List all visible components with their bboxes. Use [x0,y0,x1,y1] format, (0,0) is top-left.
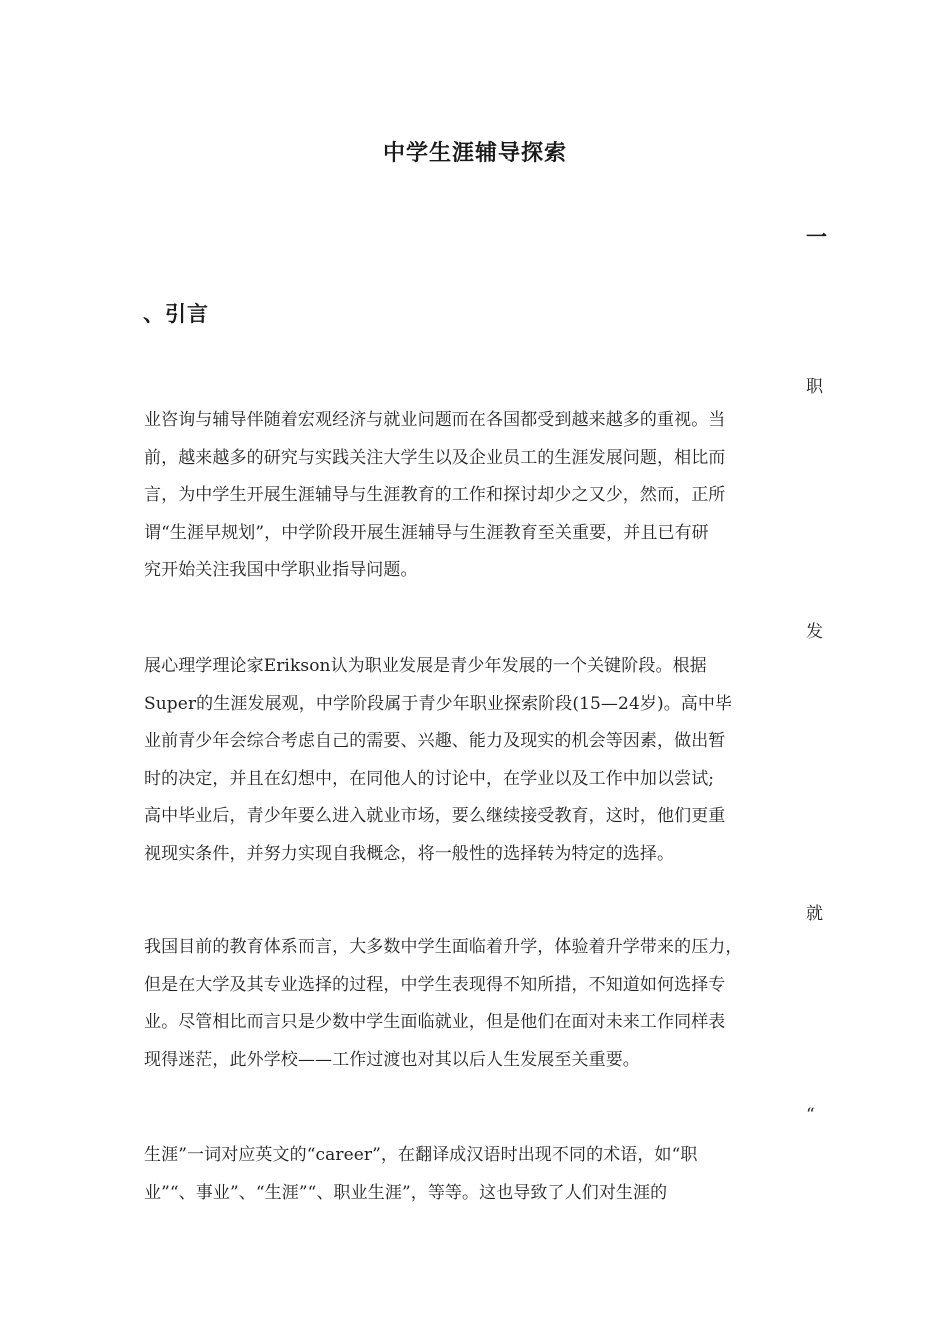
paragraph-line: 但是在大学及其专业选择的过程，中学生表现得不知所措，不知道如何选择专 [144,974,726,995]
paragraph-line: 前，越来越多的研究与实践关注大学生以及企业员工的生涯发展问题，相比而 [144,447,726,468]
paragraph-line: 究开始关注我国中学职业指导问题。 [144,560,418,580]
paragraph [144,648,804,873]
paragraph [144,929,804,1079]
section-heading-text: 、引言 [143,302,209,326]
paragraph-first-char: 就 [806,904,823,924]
paragraph-line: 生涯”一词对应英文的“career”，在翻译成汉语时出现不同的术语，如“职 [144,1145,698,1165]
paragraph-line: 展心理学理论家Erikson认为职业发展是青少年发展的一个关键阶段。根据 [144,656,707,676]
paragraph [144,402,804,590]
paragraph-line: 业咨询与辅导伴随着宏观经济与就业问题而在各国都受到越来越多的重视。当 [144,410,726,430]
paragraph-line: 我国目前的教育体系而言，大多数中学生面临着升学，体验着升学带来的压力， [144,937,743,957]
paragraph-line: 谓“生涯早规划”，中学阶段开展生涯辅导与生涯教育至关重要，并且已有研 [144,522,709,543]
paragraph-line: 业”“、事业”、“生涯”“、职业生涯”，等等。这也导致了人们对生涯的 [144,1182,668,1203]
paragraph-first-char: “ [806,1105,815,1125]
paragraph-line: 视现实条件，并努力实现自我概念，将一般性的选择转为特定的选择。 [144,843,675,864]
paragraph-line: 业。尽管相比而言只是少数中学生面临就业，但是他们在面对未来工作同样表 [144,1012,726,1032]
paragraph-line: Super的生涯发展观，中学阶段属于青少年职业探索阶段(15—24岁)。高中毕 [144,693,733,714]
paragraph [144,1137,804,1212]
section-heading-first-char: 一 [806,225,827,249]
paragraph-line: 时的决定，并且在幻想中，在同他人的讨论中，在学业以及工作中加以尝试; [144,768,715,789]
paragraph-line: 高中毕业后，青少年要么进入就业市场，要么继续接受教育，这时，他们更重 [144,806,726,826]
document-title: 中学生涯辅导探索 [382,141,567,166]
paragraph-line: 业前青少年会综合考虑自己的需要、兴趣、能力及现实的机会等因素，做出暂 [144,731,726,751]
paragraph-first-char: 职 [806,377,823,397]
paragraph-first-char: 发 [806,622,823,642]
paragraph-line: 现得迷茫，此外学校——工作过渡也对其以后人生发展至关重要。 [144,1049,640,1070]
paragraph-line: 言，为中学生开展生涯辅导与生涯教育的工作和探讨却少之又少，然而，正所 [144,485,726,505]
